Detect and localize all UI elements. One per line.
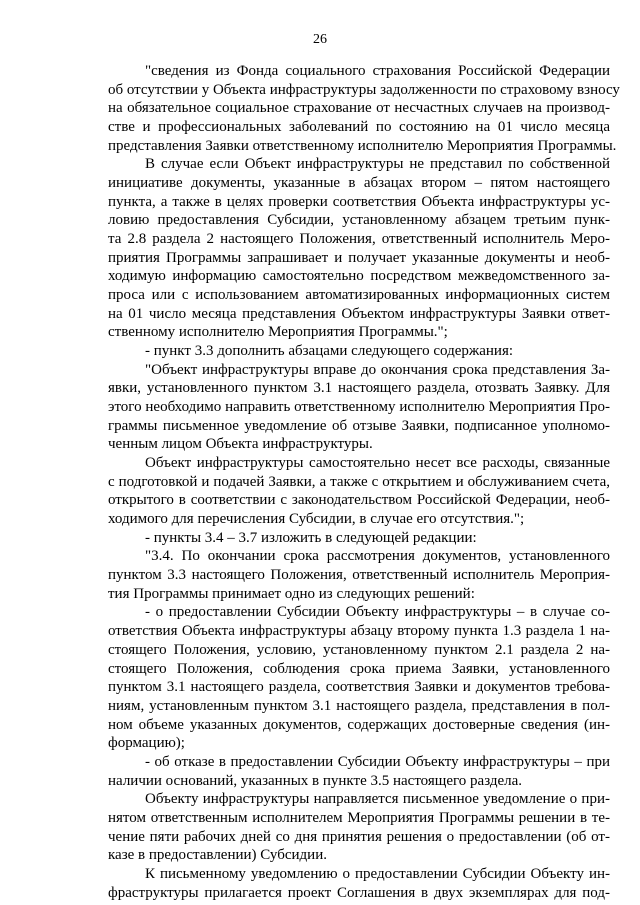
text-line: Объект инфраструктуры самостоятельно несет все расходы, связанные xyxy=(145,455,610,472)
text-line: формацию); xyxy=(108,735,185,752)
text-line: представления Заявки ответственному исполнителю Мероприятия Программы. xyxy=(108,137,617,154)
text-line: ном объеме указанных документов, содержащих достоверные сведения (ин- xyxy=(108,716,610,733)
text-line: проса или с использованием автоматизированных информационных систем xyxy=(108,287,610,304)
text-line: на 01 число месяца представления Объектом инфраструктуры Заявки ответ- xyxy=(108,305,610,322)
text-line: стоящего Положения, соблюдения срока приема Заявки, установленного xyxy=(108,660,610,677)
text-line: приятия Программы запрашивает и получает указанные документы и необ- xyxy=(108,249,610,266)
text-line: "Объект инфраструктуры вправе до окончания срока представления За- xyxy=(145,361,610,378)
text-line: ченным лицом Объекта инфраструктуры. xyxy=(108,436,373,453)
text-line: ственному исполнителю Мероприятия Программы."; xyxy=(108,324,448,341)
text-line: с подготовкой и подачей Заявки, а также с открытием и обслуживанием счета, xyxy=(108,473,610,490)
text-line: пунктом 3.1 настоящего раздела, соответствия Заявки и документов требова- xyxy=(108,679,610,696)
text-line: В случае если Объект инфраструктуры не представил по собственной xyxy=(145,156,610,173)
text-line: ходимую информацию самостоятельно посредством межведомственного за- xyxy=(108,268,610,285)
text-line: - о предоставлении Субсидии Объекту инфраструктуры – в случае со- xyxy=(145,604,610,621)
text-line: ловию предоставления Субсидии, установленному абзацем третьим пунк- xyxy=(108,212,610,229)
text-line: К письменному уведомлению о предоставлении Субсидии Объекту ин- xyxy=(145,865,610,882)
text-line: инициативе документы, указанные в абзацах втором – пятом настоящего xyxy=(108,175,610,192)
text-line: ниям, установленным пунктом 3.1 настоящего раздела, представления в пол- xyxy=(108,697,610,714)
text-line: та 2.8 раздела 2 настоящего Положения, ответственный исполнитель Меро- xyxy=(108,231,610,248)
text-line: - пункт 3.3 дополнить абзацами следующего содержания: xyxy=(145,343,514,360)
text-line: явки, установленного пунктом 3.1 настоящего раздела, отозвать Заявку. Для xyxy=(108,380,610,397)
text-line: казе в предоставлении) Субсидии. xyxy=(108,847,327,864)
text-line: на обязательное социальное страхование от несчастных случаев на производ- xyxy=(108,100,610,117)
text-line: ходимого для перечисления Субсидии, в случае его отсутствия."; xyxy=(108,511,525,528)
text-line: граммы письменное уведомление об отзыве Заявки, подписанное уполномо- xyxy=(108,417,610,434)
text-line: - об отказе в предоставлении Субсидии Объекту инфраструктуры – при xyxy=(145,753,610,770)
text-line: стве и профессиональных заболеваний по состоянию на 01 число месяца xyxy=(108,119,610,136)
text-line: пункта, а также в целях проверки соответствия Объекта инфраструктуры ус- xyxy=(108,193,610,210)
text-line: ответствия Объекта инфраструктуры абзацу второму пункта 1.3 раздела 1 на- xyxy=(108,623,610,640)
text-line: - пункты 3.4 – 3.7 изложить в следующей редакции: xyxy=(145,529,477,546)
page-number: 26 xyxy=(313,32,327,47)
document-body xyxy=(108,62,620,902)
text-line: открытого в соответствии с законодательством Российской Федерации, необ- xyxy=(108,492,610,509)
text-line: этого необходимо направить ответственному исполнителю Мероприятия Про- xyxy=(108,399,610,416)
text-line: чение пяти рабочих дней со дня принятия решения о предоставлении (об от- xyxy=(108,828,610,845)
text-line: нятом ответственным исполнителем Мероприятия Программы решении в те- xyxy=(108,809,610,826)
text-line: "3.4. По окончании срока рассмотрения документов, установленного xyxy=(145,548,610,565)
text-line: об отсутствии у Объекта инфраструктуры задолженности по страховому взносу xyxy=(108,81,620,98)
text-line: "сведения из Фонда социального страхования Российской Федерации xyxy=(145,63,610,79)
text-line: Объекту инфраструктуры направляется письменное уведомление о при- xyxy=(145,791,610,808)
text-line: пунктом 3.3 настоящего Положения, ответственный исполнитель Мероприя- xyxy=(108,567,610,584)
text-line: наличии оснований, указанных в пункте 3.5 настоящего раздела. xyxy=(108,772,523,789)
text-line: стоящего Положения, условию, установленному пунктом 2.1 раздела 2 на- xyxy=(108,641,610,658)
text-line: фраструктуры прилагается проект Соглашения в двух экземплярах для под- xyxy=(108,884,610,901)
text-line: тия Программы принимает одно из следующих решений: xyxy=(108,585,475,602)
